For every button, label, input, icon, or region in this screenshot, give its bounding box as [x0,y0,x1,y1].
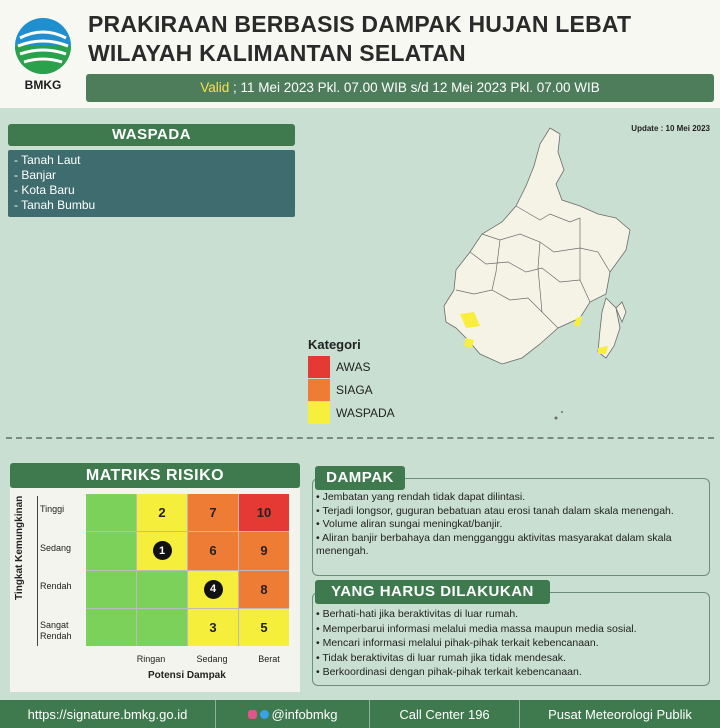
legend-label: AWAS [336,360,371,374]
matrix-cell [86,571,136,608]
lakukan-item: • Berhati-hati jika beraktivitas di luar rumah. [316,608,519,620]
col-label-sedang: Sedang [196,654,228,664]
instagram-icon [248,710,257,719]
row-label-rendah: Rendah [40,581,72,591]
dampak-item: • Aliran banjir berbahaya dan mengganggu aktivitas masyarakat dalam skala menengah. [316,531,672,557]
matrix-cell [137,609,187,646]
header [0,0,720,108]
row-label-sedang: Sedang [40,543,72,553]
matrix-y-label: Tingkat Kemungkinan [14,495,25,600]
row-label-sangat-rendah: Sangat Rendah [40,620,72,641]
update-date: Update : 10 Mei 2023 [631,124,710,133]
lakukan-item: • Memperbarui informasi melalui media massa maupun media sosial. [316,622,637,635]
footer-org: Pusat Meteorologi Publik [548,706,692,722]
valid-label: Valid [200,80,230,95]
lakukan-item: • Berkoordinasi dengan pihak-pihak terkait kebencanaan. [316,666,582,678]
waspada-area-list [8,150,295,217]
matrix-cell: 10 [239,494,289,531]
dampak-heading: DAMPAK [315,466,405,490]
risk-matrix-grid [86,494,289,646]
area-item: - Tanah Laut [14,153,81,167]
matrix-cell [137,532,187,569]
dampak-list [316,491,708,559]
legend-item-awas [308,356,395,378]
valid-period: ; 11 Mei 2023 Pkl. 07.00 WIB s/d 12 Mei 2023 Pkl. 07.00 WIB [229,80,600,95]
kategori-legend [308,337,395,425]
siaga-swatch [308,379,330,401]
area-item: - Banjar [14,168,57,182]
footer [0,700,720,728]
matrix-cell: 8 [239,571,289,608]
logo-text: BMKG [24,78,62,92]
matrix-cell [137,571,187,608]
dampak-item: • Jembatan yang rendah tidak dapat dilintasi. [316,491,526,503]
legend-item-siaga [308,379,395,401]
matrix-cell: 5 [239,609,289,646]
waspada-swatch [308,402,330,424]
current-risk-marker: 1 [153,541,172,560]
section-divider [6,437,714,439]
validity-bar [86,74,714,102]
matrix-cell: 6 [188,532,238,569]
footer-call-center: Call Center 196 [370,700,520,728]
matrix-cell: 3 [188,609,238,646]
col-label-berat: Berat [258,654,280,664]
area-item: - Kota Baru [14,183,75,197]
matrix-cell: 9 [239,532,289,569]
legend-label: WASPADA [336,406,395,420]
lakukan-item: • Mencari informasi melalui pihak-pihak terkait kebencanaan. [316,637,599,649]
row-label-tinggi: Tinggi [40,504,65,514]
dampak-item: • Terjadi longsor, guguran bebatuan atau erosi tanah dalam skala menengah. [316,504,674,517]
social-handle: @infobmkg [271,706,338,722]
matrix-cell: 2 [137,494,187,531]
risk-matrix-heading: MATRIKS RISIKO [10,463,300,488]
matrix-y-axis [37,496,38,646]
kalimantan-selatan-map [430,122,640,432]
lakukan-list [316,607,708,680]
legend-item-waspada [308,402,395,424]
matrix-cell [86,494,136,531]
kategori-title: Kategori [308,337,361,352]
matrix-cell [188,571,238,608]
title-line-2: WILAYAH KALIMANTAN SELATAN [88,40,466,66]
page-title [88,10,631,68]
waspada-panel [8,124,295,217]
matrix-cell [86,532,136,569]
lakukan-item: • Tidak beraktivitas di luar rumah jika tidak mendesak. [316,651,566,664]
awas-swatch [308,356,330,378]
legend-label: SIAGA [336,383,373,397]
matrix-cell [86,609,136,646]
matrix-cell: 7 [188,494,238,531]
dampak-item: • Volume aliran sungai meningkat/banjir. [316,518,503,530]
waspada-heading: WASPADA [8,124,295,146]
matrix-x-label: Potensi Dampak [148,670,226,681]
area-item: - Tanah Bumbu [14,198,96,212]
footer-url[interactable]: https://signature.bmkg.go.id [0,700,216,728]
col-label-ringan: Ringan [136,654,166,664]
current-risk-marker: 4 [204,580,223,599]
title-line-1: PRAKIRAAN BERBASIS DAMPAK HUJAN LEBAT [88,11,632,37]
footer-social[interactable] [216,700,370,728]
twitter-icon [260,710,269,719]
lakukan-heading: YANG HARUS DILAKUKAN [315,580,550,604]
